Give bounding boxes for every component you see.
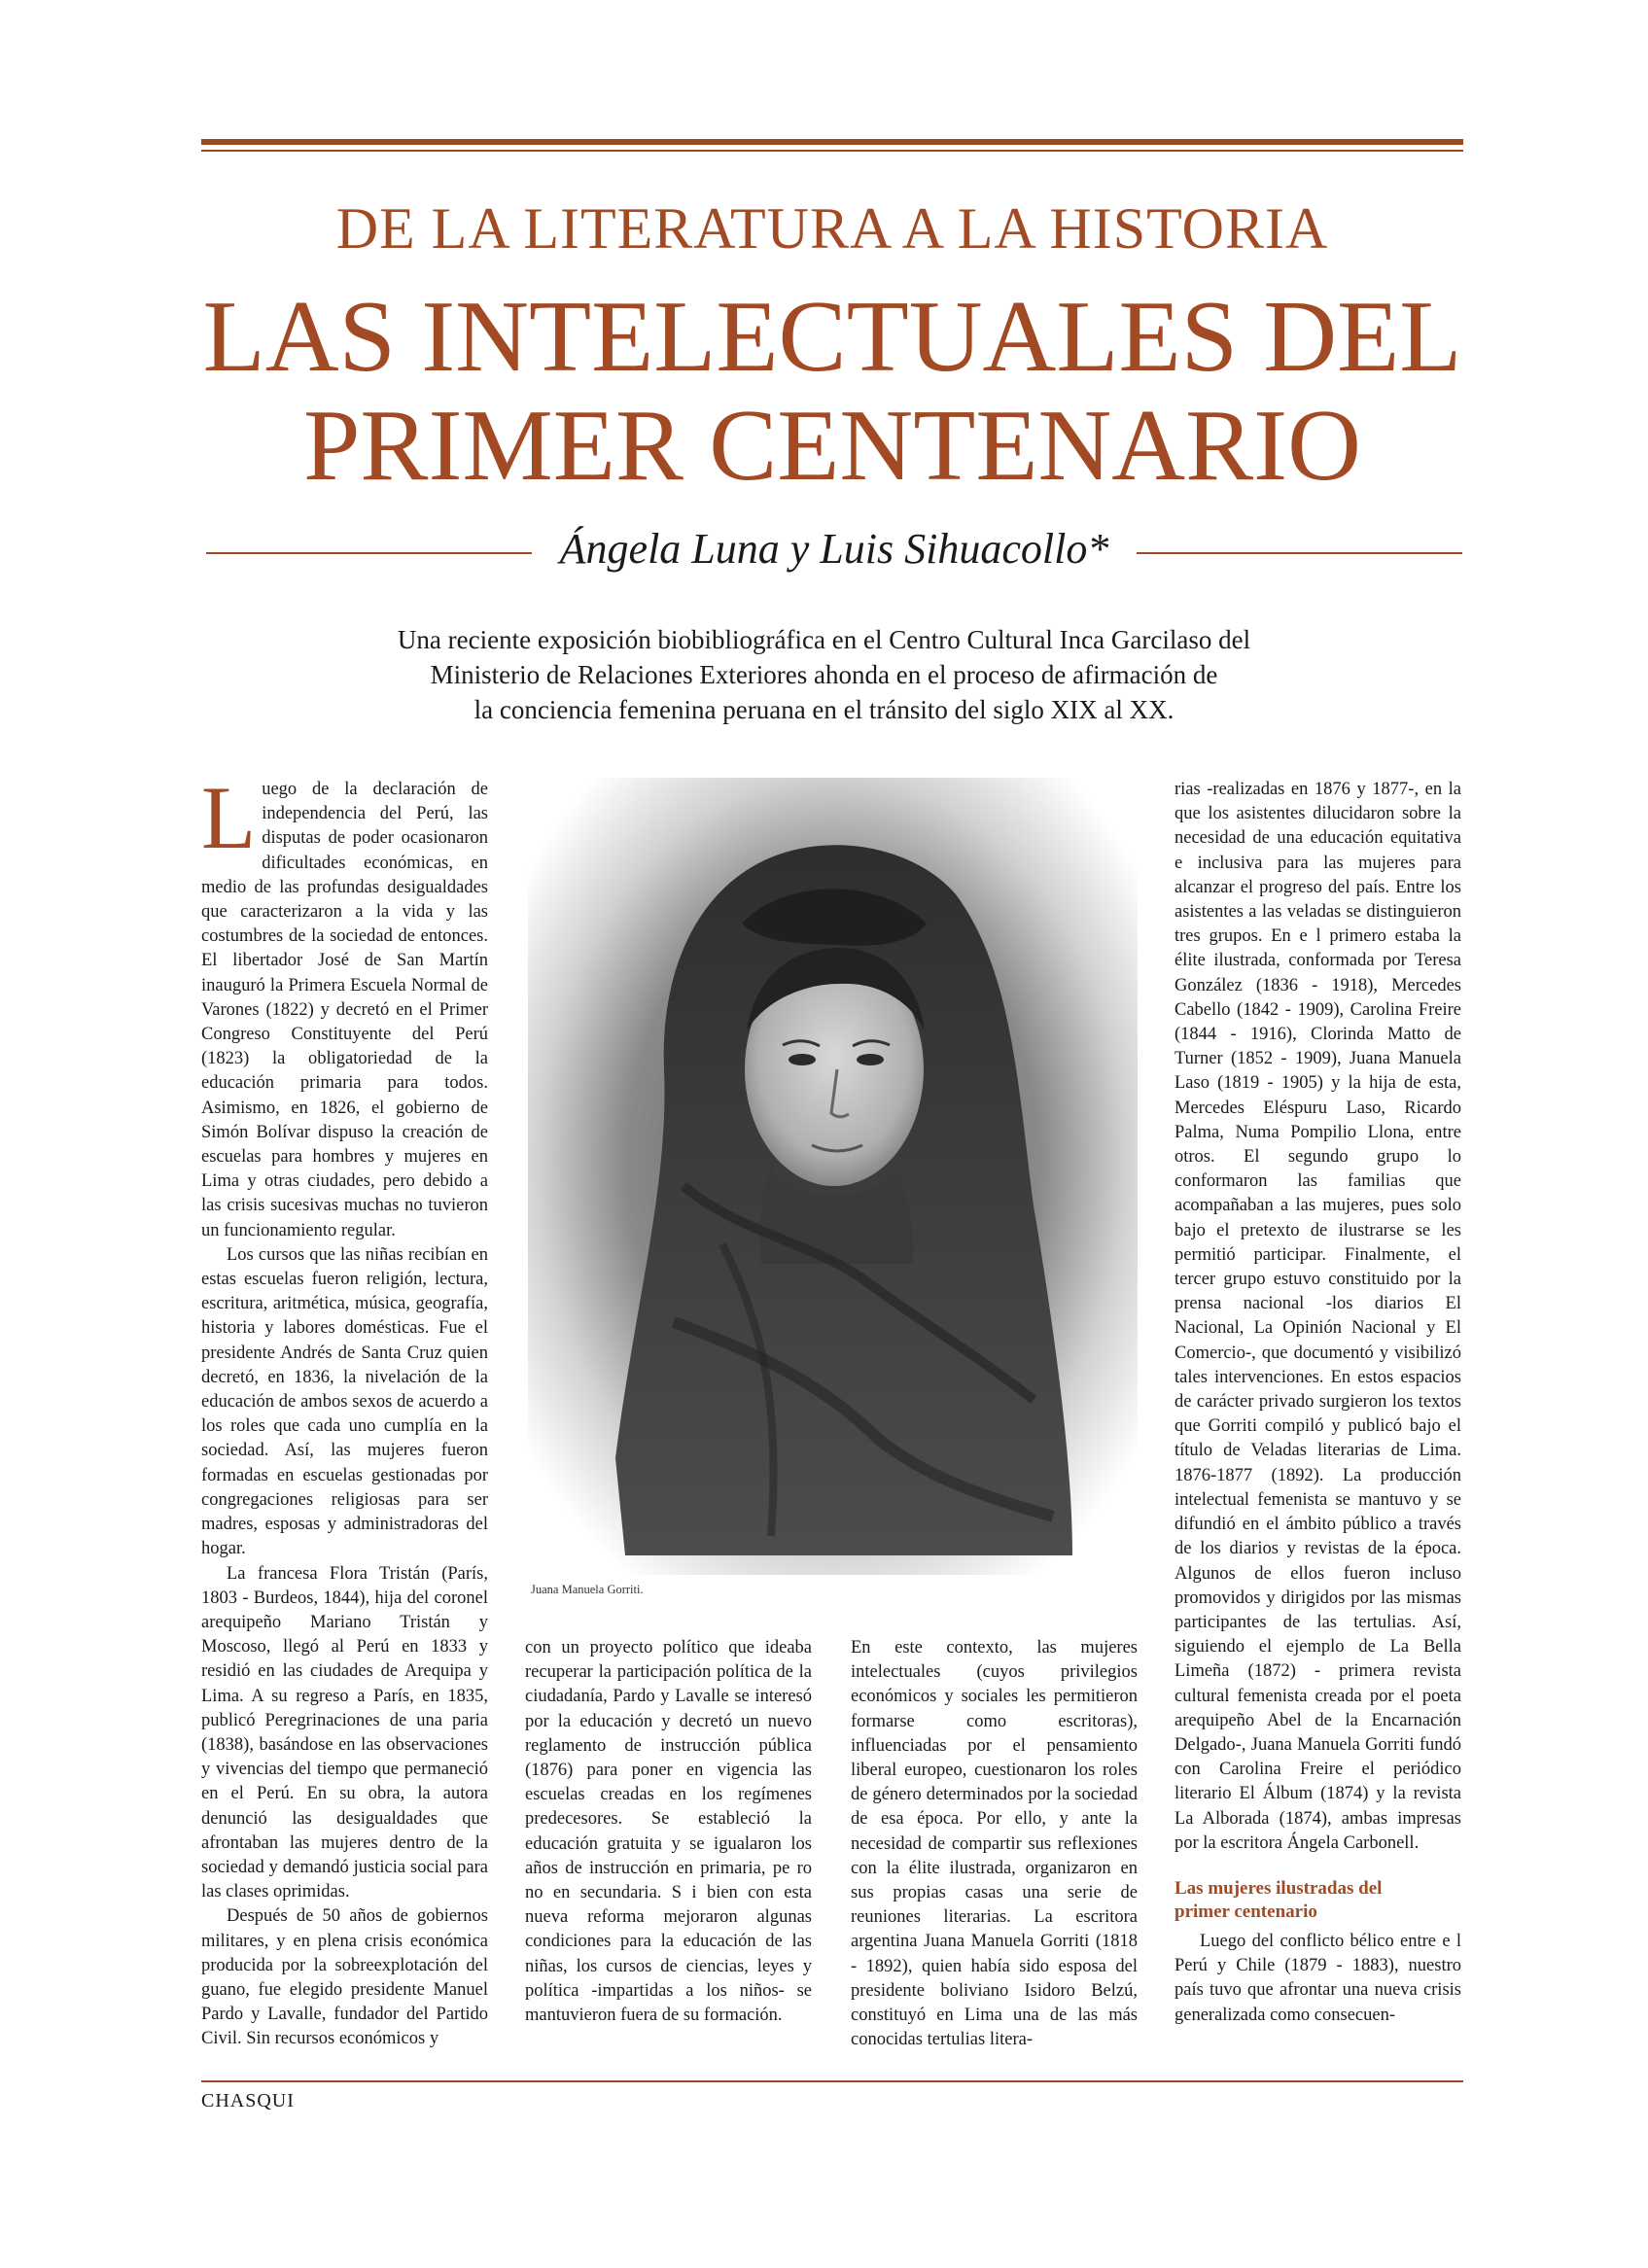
subheading-line-2: primer centenario <box>1175 1901 1317 1922</box>
article-title-line-1: LAS INTELECTUALES DEL <box>202 279 1462 393</box>
text-column-4 <box>1175 778 1461 2028</box>
dek-line-1: Una reciente exposición biobibliográfica en el Centro Cultural Inca Garcilaso del <box>397 625 1251 654</box>
paragraph: La francesa Flora Tristán (París, 1803 - Burdeos, 1844), hija del coronel arequipeño Mariano Tristán y Moscoso, llegó al Perú en 1833 y residió en las ciudades de Arequipa y Lima. A su regreso a París, en 1835, publicó Peregrinaciones de una paria (1838), basándose en las observaciones y vivencias del tiempo que permaneció en el Perú. En su obra, la autora denunció las desigualdades que afrontaban las mujeres dentro de la sociedad y demandó justicia social para las clases oprimidas. <box>201 1563 488 1902</box>
publication-name: CHASQUI <box>201 2090 295 2111</box>
portrait-photo <box>528 778 1138 1575</box>
portrait-illustration <box>528 778 1138 1575</box>
section-kicker: DE LA LITERATURA A LA HISTORIA <box>335 196 1329 261</box>
article-title <box>201 279 1463 502</box>
paragraph <box>201 768 488 1243</box>
paragraph: Después de 50 años de gobiernos militares, y en plena crisis económica producida por la sobreexplotación del guano, fue elegido presidente Manuel Pardo y Lavalle, fundador del Partido Civil. Sin recursos económicos y <box>201 1906 488 2049</box>
byline-rule-right <box>1137 552 1462 554</box>
paragraph: Luego del conflicto bélico entre e l Perú y Chile (1879 - 1883), nuestro país tuvo que afrontar una nueva crisis generalizada como consecuen- <box>1175 1931 1461 2025</box>
dek-line-3: la conciencia femenina peruana en el tránsito del siglo XIX al XX. <box>473 695 1175 724</box>
dek-line-2: Ministerio de Relaciones Exteriores ahonda en el proceso de afirmación de <box>430 660 1218 689</box>
article-dek <box>292 622 1356 727</box>
paragraph: rias -realizadas en 1876 y 1877-, en la que los asistentes dilucidaron sobre la necesidad de una educación equitativa e inclusiva para las mujeres para alcanzar el progreso del país. Entre los asistentes a las veladas se distinguieron tres grupos. En e l primero estaba la élite ilustrada, conformada por Teresa González (1836 - 1918), Mercedes Cabello (1842 - 1909), Carolina Freire (1844 - 1916), Clorinda Matto de Turner (1852 - 1909), Juana Manuela Laso (1819 - 1905) y la hija de esta, Mercedes Eléspuru Laso, Ricardo Palma, Numa Pompilio Llona, entre otros. El segundo grupo lo conformaron las familias que acompañaban a las mujeres, pues solo bajo el pretexto de ilustrarse se les permitió participar. Finalmente, el tercer grupo estuvo constituido por la prensa nacional -los diarios El Nacional, La Opinión Nacional y El Comercio-, que documentó y visibilizó tales intervenciones. En estos espacios de carácter privado surgieron los textos que Gorriti compiló y publicó bajo el título de Veladas literarias de Lima. 1876-1877 (1892). La producción intelectual femenista se mantuvo y se difundió en el ámbito público a través de los diarios y revistas de la época. Algunos de ellos fueron incluso promovidos y dirigidos por las mismas participantes de las tertulias. Así, siguiendo el ejemplo de La Bella Limeña (1872) - primera revista cultural femenista creada por el poeta arequipeño Abel de la Encarnación Delgado-, Juana Manuela Gorriti fundó con Carolina Freire el periódico literario El Álbum (1874) y la revista La Alborada (1874), ambas impresas por la escritora Ángela Carbonell. <box>1175 780 1461 1853</box>
text-column-3 <box>851 1636 1138 2052</box>
byline-block <box>206 520 1462 578</box>
article-title-line-2: PRIMER CENTENARIO <box>303 388 1361 502</box>
photo-caption: Juana Manuela Gorriti. <box>531 1583 644 1596</box>
byline: Ángela Luna y Luis Sihuacollo* <box>559 525 1109 573</box>
top-rule-thin <box>201 150 1463 152</box>
section-subheading <box>1175 1877 1461 1924</box>
subheading-line-1: Las mujeres ilustradas del <box>1175 1877 1383 1899</box>
drop-cap: L <box>201 768 257 867</box>
text-column-2 <box>525 1636 812 2028</box>
paragraph-text: uego de la declaración de independencia del Perú, las disputas de poder ocasionaron dificultades económicas, en medio de las profundas desigualdades que caracterizaron a la vida y las costumbres de la sociedad de entonces. El libertador José de San Martín inauguró la Primera Escuela Normal de Varones (1822) y decretó en el Primer Congreso Constituyente del Perú (1823) la obligatoriedad de la educación primaria para todos. Asimismo, en 1826, el gobierno de Simón Bolívar dispuso la creación de escuelas para hombres y mujeres en Lima y otras ciudades, pero debido a las crisis sucesivas muchas no tuvieron un funcionamiento regular. <box>201 780 488 1240</box>
paragraph: En este contexto, las mujeres intelectuales (cuyos privilegios económicos y sociales les permitieron formarse como escritoras), influenciadas por el pensamiento liberal europeo, cuestionaron los roles de género determinados por la sociedad de esa época. Por ello, y ante la necesidad de compartir sus reflexiones con la élite ilustrada, organizaron en sus propias casas una serie de reuniones literarias. La escritora argentina Juana Manuela Gorriti (1818 - 1892), quien había sido esposa del presidente boliviano Isidoro Belzú, constituyó en Lima una de las más conocidas tertulias litera- <box>851 1638 1138 2050</box>
text-column-1 <box>201 768 488 2052</box>
paragraph: con un proyecto político que ideaba recuperar la participación política de la ciudadanía, Pardo y Lavalle se interesó por la educación y decretó un nuevo reglamento de instrucción pública (1876) para poner en vigencia las escuelas creadas en los regímenes predecesores. Se estableció la educación gratuita y se igualaron los años de instrucción en primaria, pe ro no en secundaria. S i bien con esta nueva reforma mejoraron algunas condiciones para la educación de las niñas, los cursos de ciencias, leyes y política -impartidas a los niños- se mantuvieron fuera de su formación. <box>525 1638 812 2026</box>
footer-rule <box>201 2080 1463 2082</box>
paragraph: Los cursos que las niñas recibían en estas escuelas fueron religión, lectura, escritura, aritmética, música, geografía, historia y labores domésticas. Fue el presidente Andrés de Santa Cruz quien decretó, en 1836, la nivelación de la educación de ambos sexos de acuerdo a los roles que cada uno cumplía en la sociedad. Así, las mujeres fueron formadas en escuelas gestionadas por congregaciones religiosas para ser madres, esposas y administradoras del hogar. <box>201 1244 488 1559</box>
top-rule-thick <box>201 139 1463 145</box>
byline-rule-left <box>206 552 532 554</box>
